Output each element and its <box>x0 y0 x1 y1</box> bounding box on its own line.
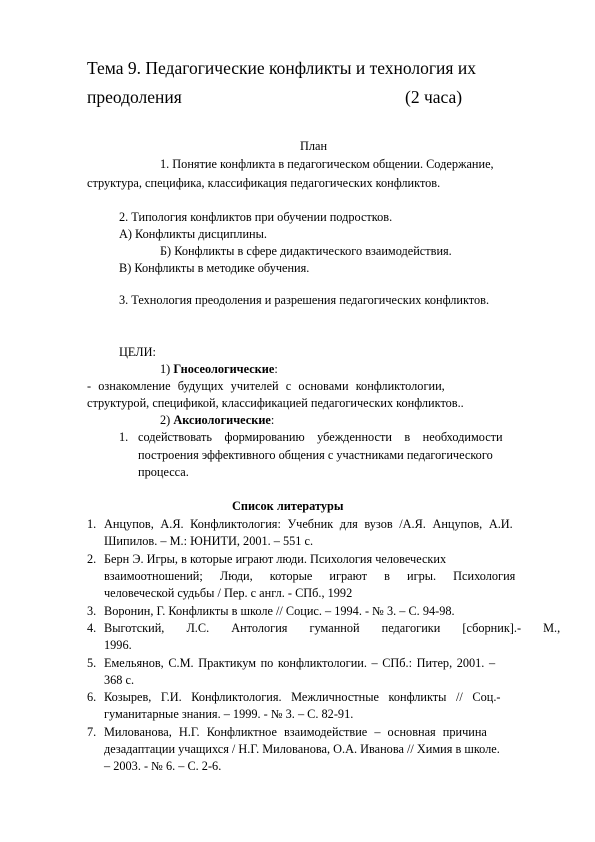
lit-item-6-number: 6. <box>87 690 97 704</box>
lit-item-2-line3: человеческой судьбы / Пер. с англ. - СПб., 1992 <box>104 586 353 600</box>
lit-item-5-line1: Емельянов, С.М. Практикум по конфликтологии. – СПб.: Питер, 2001. – <box>104 656 496 670</box>
lit-item-6-line2: гуманитарные знания. – 1999. - № 3. – С. 82-91. <box>104 707 354 721</box>
topic-title-line1: Тема 9. Педагогические конфликты и технология их <box>87 58 476 78</box>
plan-item-1-line2: структура, специфика, классификация педагогических конфликтов. <box>87 176 441 190</box>
lit-item-4-line2: 1996. <box>104 638 132 652</box>
plan-item-3: 3. Технология преодоления и разрешения педагогических конфликтов. <box>119 293 490 307</box>
goal-1-heading: 1) Гносеологические: <box>160 362 278 376</box>
goal-2-text-line2: построения эффективного общения с участниками педагогического <box>138 448 493 462</box>
plan-item-1-line1: 1. Понятие конфликта в педагогическом общении. Содержание, <box>160 157 494 171</box>
lit-item-2-line2: взаимоотношений; Люди, которые играют в игры. Психология <box>104 569 516 583</box>
goal-1-text-line2: структурой, спецификой, классификацией педагогических конфликтов.. <box>87 396 464 410</box>
lit-item-3-line1: Воронин, Г. Конфликты в школе // Социс. – 1994. - № 3. – С. 94-98. <box>104 604 455 618</box>
lit-item-5-line2: 368 с. <box>104 673 135 687</box>
lit-item-1-line2: Шипилов. – М.: ЮНИТИ, 2001. – 551 с. <box>104 534 314 548</box>
goal-2-text-line3: процесса. <box>138 465 189 479</box>
goal-2-text-line1: содействовать формированию убежденности в необходимости <box>138 430 503 444</box>
plan-item-2b: Б) Конфликты в сфере дидактического взаимодействия. <box>160 244 452 258</box>
plan-item-2a: А) Конфликты дисциплины. <box>119 227 267 241</box>
lit-item-4-line1: Выготский, Л.С. Антология гуманной педагогики [сборник].- М., <box>104 621 561 635</box>
plan-heading: План <box>300 139 328 153</box>
goal-1-text-line1: - ознакомление будущих учителей с основами конфликтологии, <box>87 379 445 393</box>
lit-item-6-line1: Козырев, Г.И. Конфликтология. Межличностные конфликты // Соц.- <box>104 690 501 704</box>
lit-item-2-number: 2. <box>87 552 97 566</box>
lit-item-7-line1: Милованова, Н.Г. Конфликтное взаимодействие – основная причина <box>104 725 487 739</box>
topic-title-line2: преодоления <box>87 87 182 107</box>
lit-item-7-number: 7. <box>87 725 97 739</box>
goal-1-title: Гносеологические <box>173 362 275 376</box>
goals-heading: ЦЕЛИ: <box>119 345 156 359</box>
lit-item-3-number: 3. <box>87 604 97 618</box>
lit-item-1-number: 1. <box>87 517 97 531</box>
goal-2-title: Аксиологические <box>173 413 271 427</box>
lit-item-4-number: 4. <box>87 621 97 635</box>
goal-2-heading: 2) Аксиологические: <box>160 413 275 427</box>
lit-item-7-line2: дезадаптации учащихся / Н.Г. Милованова, О.А. Иванова // Химия в школе. <box>104 742 500 756</box>
plan-item-2c: В) Конфликты в методике обучения. <box>119 261 310 275</box>
topic-hours: (2 часа) <box>405 87 463 107</box>
plan-item-2: 2. Типология конфликтов при обучении подростков. <box>119 210 393 224</box>
lit-item-2-line1: Берн Э. Игры, в которые играют люди. Психология человеческих <box>104 552 447 566</box>
lit-item-5-number: 5. <box>87 656 97 670</box>
goal-2-item-number: 1. <box>119 430 129 444</box>
lit-item-1-line1: Анцупов, А.Я. Конфликтология: Учебник для вузов /А.Я. Анцупов, А.И. <box>104 517 513 531</box>
lit-item-7-line3: – 2003. - № 6. – С. 2-6. <box>104 759 222 773</box>
literature-heading: Список литературы <box>232 499 344 513</box>
